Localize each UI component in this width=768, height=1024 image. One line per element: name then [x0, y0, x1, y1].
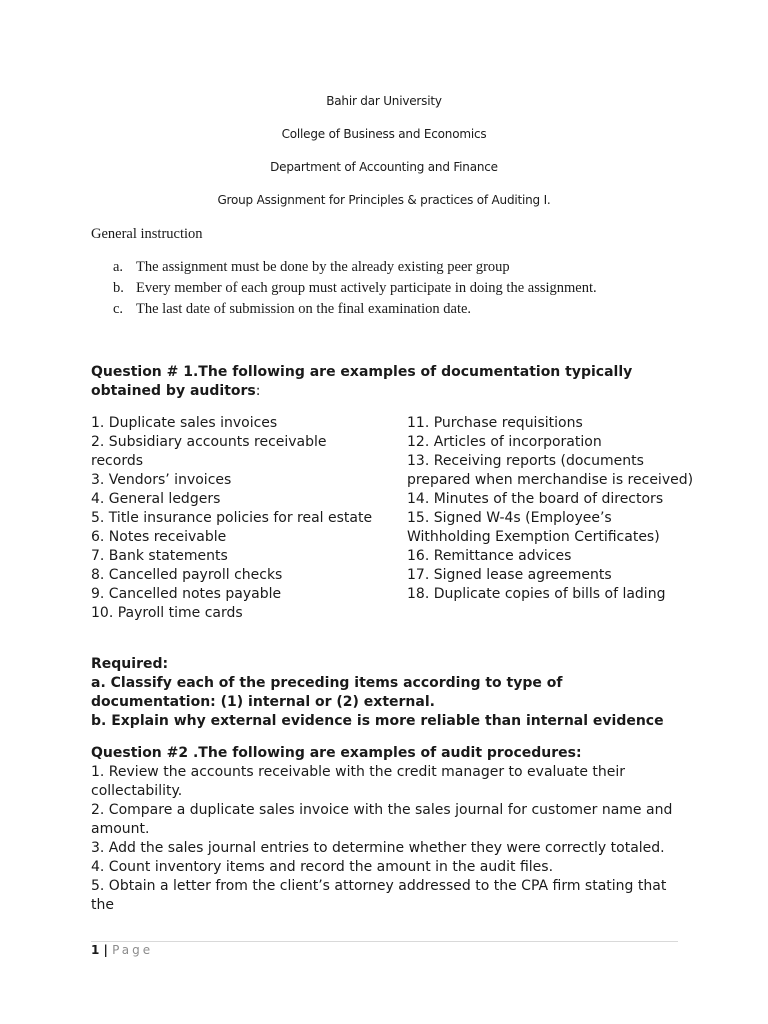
instruction-marker: b.: [113, 280, 124, 296]
instruction-text: Every member of each group must actively participate in doing the assignment.: [136, 280, 597, 296]
list-item: 8. Cancelled payroll checks: [91, 567, 283, 583]
list-item: 2. Subsidiary accounts receivable records: [91, 434, 327, 469]
list-item: 10. Payroll time cards: [91, 605, 243, 621]
list-item: 15. Signed W-4s (Employee’s Withholding Exemption Certificates): [407, 510, 660, 545]
list-item: 5. Obtain a letter from the client’s attorney addressed to the CPA firm stating that the: [91, 878, 667, 913]
list-item: 13. Receiving reports (documents prepared when merchandise is received): [407, 453, 694, 488]
list-item: 17. Signed lease agreements: [407, 567, 612, 583]
required-item-a: a. Classify each of the preceding items according to type of documentation: (1) internal or (2) external.: [91, 675, 563, 710]
list-item: 18. Duplicate copies of bills of lading: [407, 586, 666, 602]
question-2-heading: Question #2 .The following are examples of audit procedures:: [91, 745, 582, 761]
university-name: Bahir dar University: [326, 94, 442, 108]
list-item: 12. Articles of incorporation: [407, 434, 602, 450]
question-1-heading: [91, 363, 651, 401]
list-item: 4. General ledgers: [91, 491, 221, 507]
question-2-section: [91, 744, 691, 915]
instruction-text: The assignment must be done by the already existing peer group: [136, 259, 510, 275]
list-item: 14. Minutes of the board of directors: [407, 491, 664, 507]
page-label: Page: [112, 943, 154, 957]
documentation-list-left: [91, 414, 381, 623]
list-item: 16. Remittance advices: [407, 548, 572, 564]
list-item: 1. Duplicate sales invoices: [91, 415, 278, 431]
list-item: 9. Cancelled notes payable: [91, 586, 282, 602]
list-item: 11. Purchase requisitions: [407, 415, 583, 431]
department-name: Department of Accounting and Finance: [270, 160, 498, 174]
college-name: College of Business and Economics: [281, 127, 487, 141]
footer-separator: |: [99, 943, 113, 957]
page-number: 1: [91, 943, 100, 957]
list-item: 4. Count inventory items and record the amount in the audit files.: [91, 859, 554, 875]
procedure-list: [91, 763, 691, 915]
footer-divider: [91, 941, 678, 942]
required-label: Required:: [91, 656, 169, 672]
required-section: [91, 655, 691, 731]
question-1-heading-text: Question # 1.The following are examples of documentation typically obtained by auditors: [91, 364, 633, 399]
list-item: 3. Add the sales journal entries to determine whether they were correctly totaled.: [91, 840, 665, 856]
page-footer: [91, 943, 153, 957]
list-item: 5. Title insurance policies for real estate: [91, 510, 373, 526]
list-item: 1. Review the accounts receivable with the credit manager to evaluate their collectability.: [91, 764, 626, 799]
documentation-list-right: [407, 414, 697, 604]
list-item: 6. Notes receivable: [91, 529, 227, 545]
general-instruction-title: General instruction: [91, 226, 203, 242]
assignment-title: Group Assignment for Principles & practices of Auditing I.: [217, 193, 551, 207]
required-item-b: b. Explain why external evidence is more reliable than internal evidence: [91, 713, 664, 729]
list-item: 3. Vendors’ invoices: [91, 472, 232, 488]
instruction-marker: c.: [113, 301, 124, 317]
question-1-heading-suffix: :: [255, 383, 261, 399]
instruction-marker: a.: [113, 259, 124, 275]
instruction-text: The last date of submission on the final examination date.: [136, 301, 472, 317]
list-item: 2. Compare a duplicate sales invoice with the sales journal for customer name and amount.: [91, 802, 673, 837]
list-item: 7. Bank statements: [91, 548, 228, 564]
